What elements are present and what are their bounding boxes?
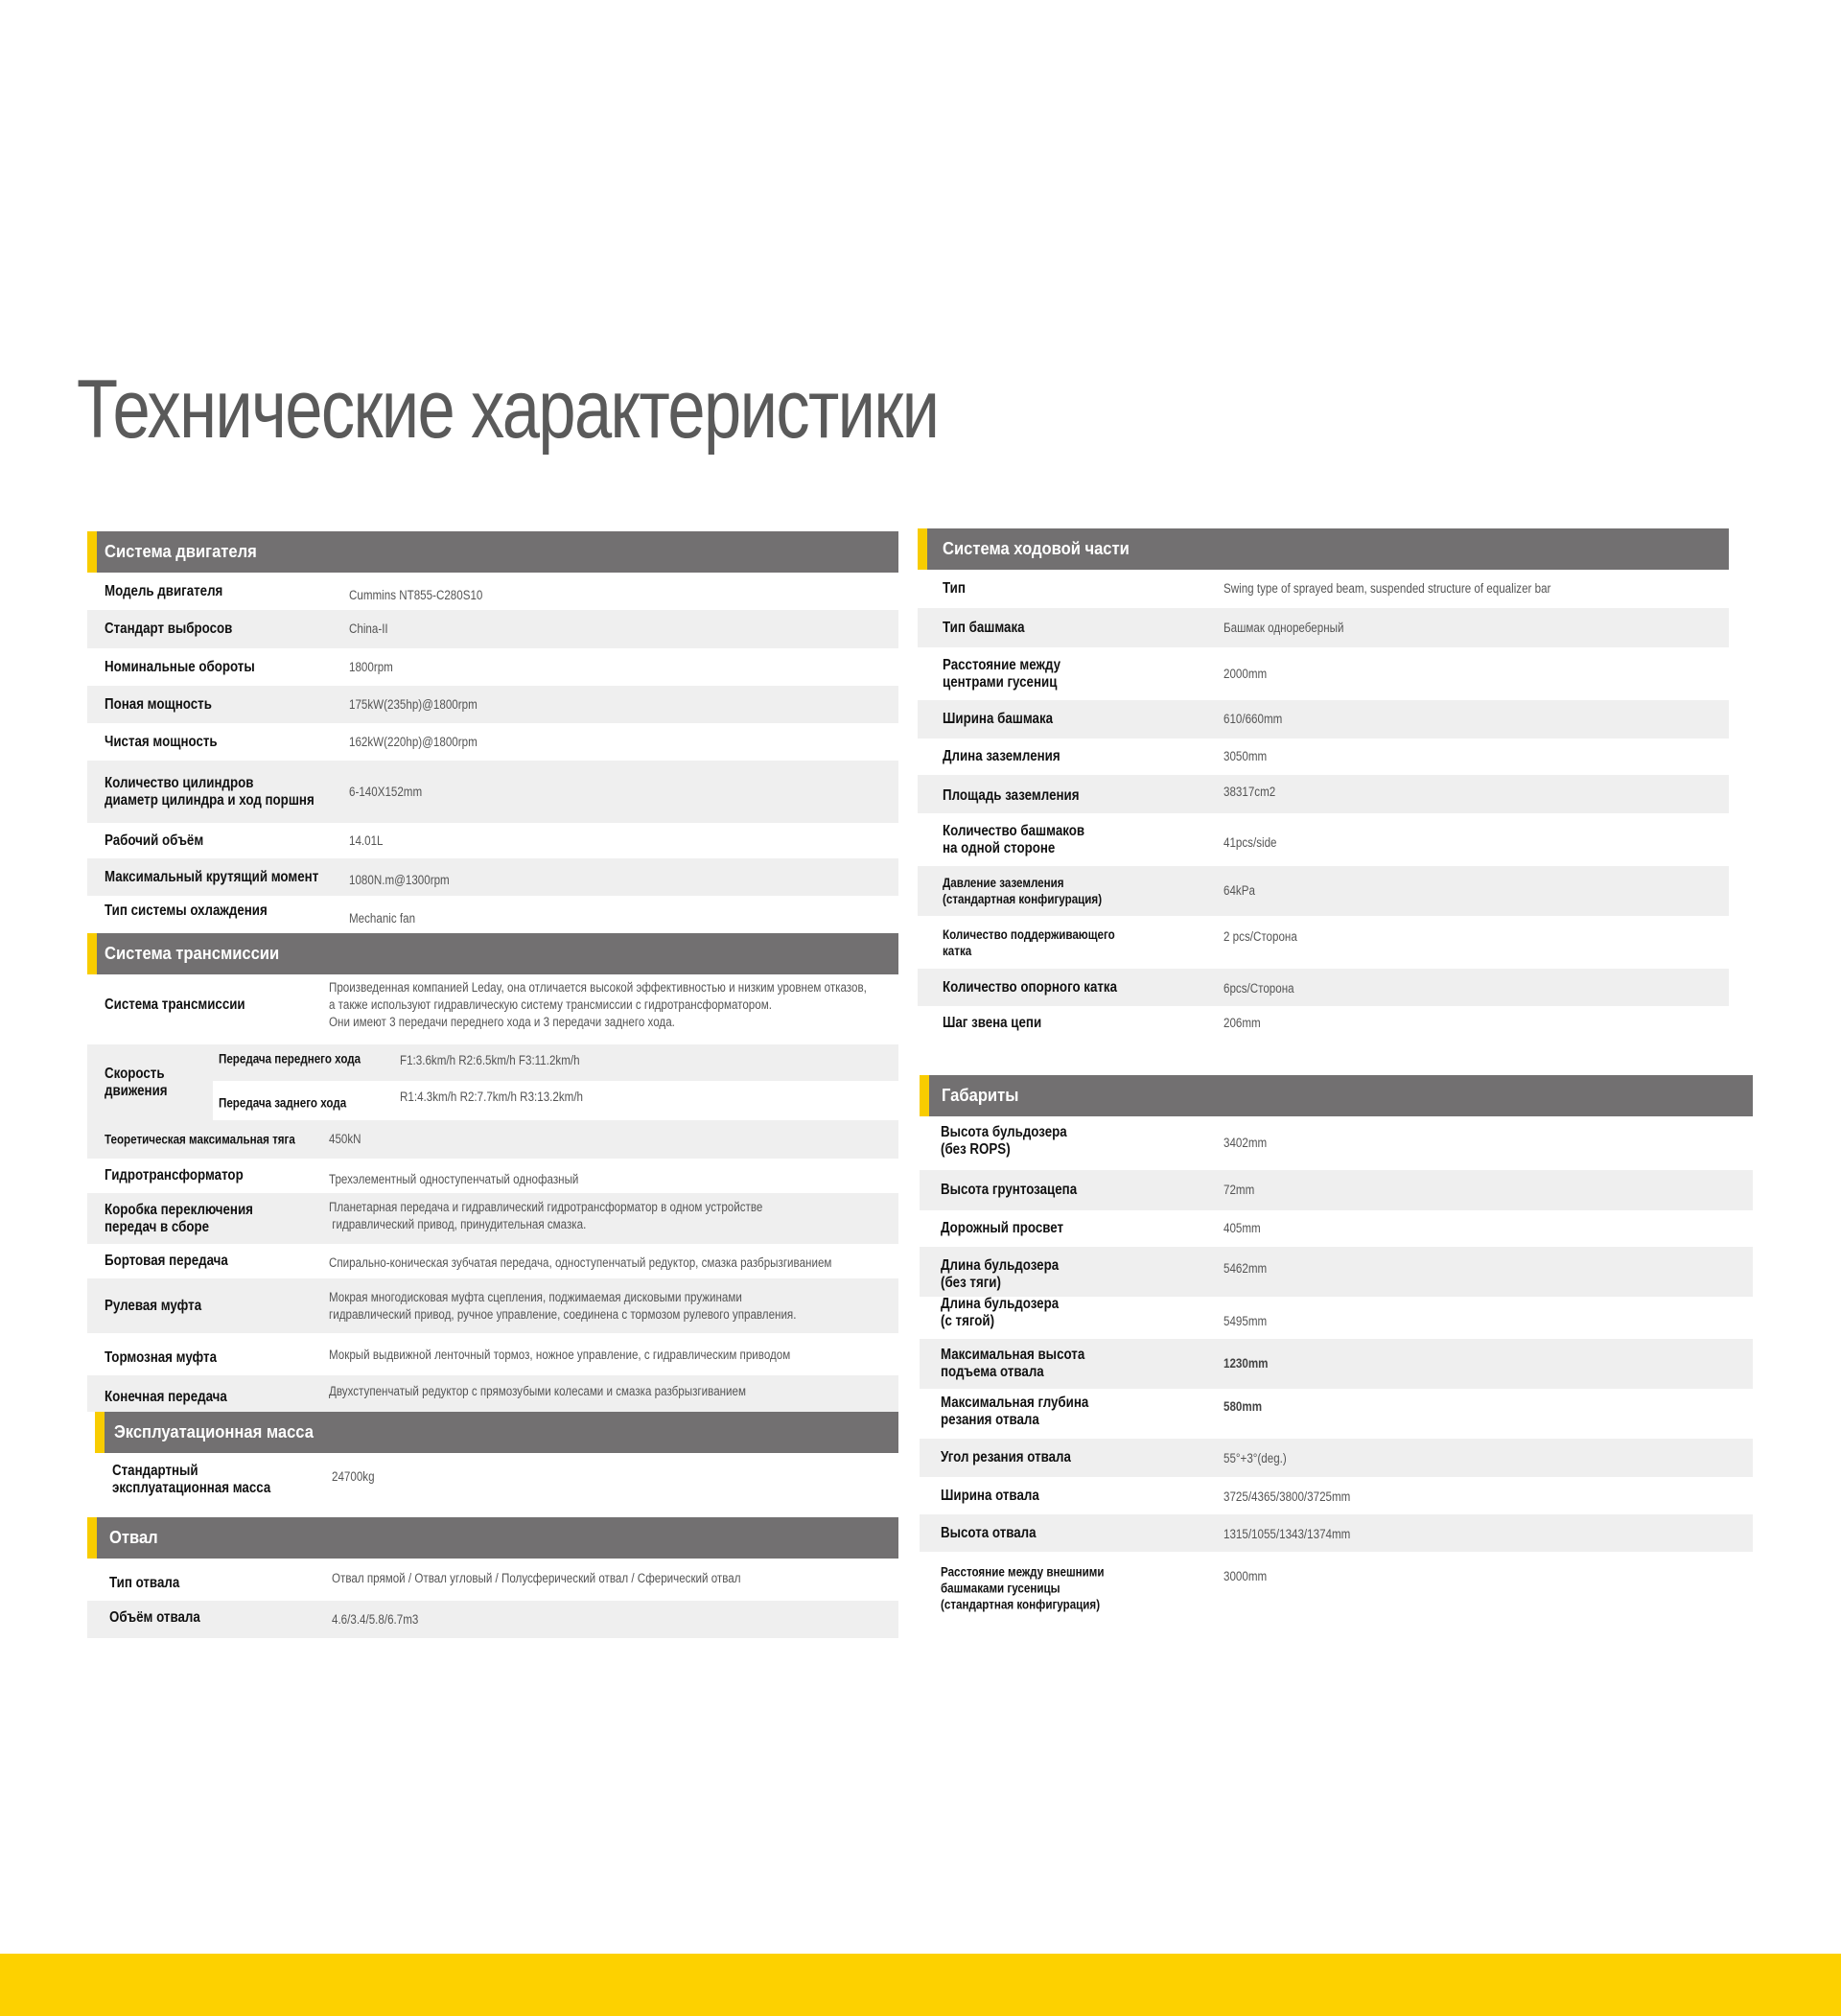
- spec-value: 2000mm: [1223, 666, 1268, 681]
- spec-value: 1315/1055/1343/1374mm: [1223, 1527, 1351, 1542]
- spec-value: 4.6/3.4/5.8/6.7m3: [332, 1611, 419, 1627]
- footer-accent-bar: [0, 1954, 1841, 2016]
- table-row: [918, 813, 1729, 866]
- spec-label: Объём отвала: [109, 1608, 200, 1626]
- table-row: [87, 1559, 898, 1601]
- spec-label: Максимальный крутящий момент: [105, 868, 319, 885]
- spec-value: 405mm: [1223, 1221, 1261, 1235]
- spec-value: 450kN: [329, 1132, 361, 1146]
- transmission-section-header: [87, 933, 898, 974]
- undercarriage-section-title: Система ходовой части: [943, 539, 1130, 558]
- spec-label: Тип башмака: [943, 619, 1025, 636]
- spec-value: Трехэлементный одноступенчатый однофазный: [329, 1171, 579, 1186]
- table-row: [87, 1193, 898, 1244]
- spec-value: 5495mm: [1223, 1314, 1268, 1329]
- spec-label: Высота отвала: [941, 1524, 1037, 1541]
- spec-label: Количество цилиндров диаметр цилиндра и ход поршня: [105, 774, 315, 809]
- spec-value: 206mm: [1223, 1016, 1261, 1030]
- table-row: [918, 647, 1729, 700]
- spec-value: Отвал прямой / Отвал угловый / Полусферический отвал / Сферический отвал: [332, 1571, 741, 1586]
- spec-value: Swing type of sprayed beam, suspended structure of equalizer bar: [1223, 581, 1551, 596]
- spec-value: 3050mm: [1223, 749, 1268, 763]
- spec-value: 175kW(235hp)@1800rpm: [349, 696, 478, 712]
- engine-section-title: Система двигателя: [105, 542, 257, 561]
- table-row: [87, 1278, 898, 1333]
- spec-value: 1800rpm: [349, 659, 393, 674]
- spec-value: 14.01L: [349, 832, 384, 848]
- spec-label: Количество поддерживающего катка: [943, 926, 1115, 958]
- spec-value: 3402mm: [1223, 1136, 1268, 1150]
- spec-label: Стандартный эксплуатационная масса: [112, 1462, 271, 1496]
- table-row: [920, 1514, 1753, 1552]
- mass-section-title: Эксплуатационная масса: [114, 1422, 314, 1442]
- table-row: [87, 610, 898, 648]
- spec-value: Cummins NT855-C280S10: [349, 588, 483, 603]
- spec-value: 6pcs/Сторона: [1223, 981, 1294, 996]
- spec-label: Высота бульдозера (без ROPS): [941, 1124, 1067, 1159]
- table-row: [920, 1210, 1753, 1247]
- table-row: [920, 1477, 1753, 1514]
- table-row: [920, 1552, 1753, 1624]
- table-row: [87, 573, 898, 610]
- spec-label: Модель двигателя: [105, 582, 223, 599]
- table-row: [920, 1247, 1753, 1297]
- table-row: [87, 648, 898, 686]
- blade-section-title: Отвал: [109, 1528, 158, 1547]
- table-row: [87, 1120, 898, 1159]
- spec-label: Тип отвала: [109, 1574, 180, 1591]
- spec-label: Высота грунтозацепа: [941, 1182, 1078, 1198]
- spec-label: Поная мощность: [105, 695, 212, 713]
- spec-value: 41pcs/side: [1223, 834, 1277, 850]
- table-row: [918, 775, 1729, 813]
- spec-label: Шаг звена цепи: [943, 1015, 1042, 1031]
- spec-label: Угол резания отвала: [941, 1449, 1071, 1465]
- spec-label: Номинальные обороты: [105, 658, 255, 675]
- spec-value: Произведенная компанией Leday, она отличается высокой эффективностью и низким уровнем отказов, а также используют гидравлическую систему трансмиссии с гидротрансформатором. Они имеют 3 передачи переднего хода и 3 передачи заднего хода.: [329, 980, 867, 1030]
- dimensions-section-header: [920, 1075, 1753, 1116]
- spec-label: Тип: [943, 580, 966, 597]
- table-row: [920, 1339, 1753, 1389]
- forward-value: F1:3.6km/h R2:6.5km/h F3:11.2km/h: [400, 1052, 580, 1067]
- spec-value: 610/660mm: [1223, 712, 1283, 726]
- spec-value: 72mm: [1223, 1183, 1255, 1197]
- spec-value: 162kW(220hp)@1800rpm: [349, 734, 478, 749]
- table-row: [87, 1244, 898, 1278]
- table-row: [918, 738, 1729, 775]
- spec-label: Чистая мощность: [105, 733, 218, 750]
- spec-value: Мокрый выдвижной ленточный тормоз, ножное управление, с гидравлическим приводом: [329, 1347, 791, 1362]
- spec-value: 64kPa: [1223, 883, 1255, 898]
- spec-value: 24700kg: [332, 1468, 375, 1484]
- table-row: [87, 1333, 898, 1375]
- reverse-value: R1:4.3km/h R2:7.7km/h R3:13.2km/h: [400, 1090, 584, 1105]
- table-row: [87, 858, 898, 896]
- spec-label: Максимальная глубина резания отвала: [941, 1395, 1089, 1429]
- spec-label: Площадь заземления: [943, 787, 1080, 804]
- spec-label: Бортовая передача: [105, 1253, 228, 1269]
- spec-value: Двухступенчатый редуктор с прямозубыми колесами и смазка разбрызгиванием: [329, 1384, 746, 1399]
- reverse-label: Передача заднего хода: [219, 1095, 347, 1111]
- spec-label: Длина бульдозера (без тяги): [941, 1256, 1060, 1291]
- table-row: [87, 1159, 898, 1193]
- table-row: [87, 974, 898, 1044]
- table-row: [918, 866, 1729, 916]
- speed-label: Скорость движения: [105, 1065, 168, 1099]
- spec-value: Mechanic fan: [349, 911, 416, 926]
- spec-label: Гидротрансформатор: [105, 1167, 244, 1184]
- table-row: [920, 1439, 1753, 1477]
- table-row: [920, 1116, 1753, 1170]
- spec-label: Давление заземления (стандартная конфигурация): [943, 876, 1103, 906]
- table-row: [918, 1006, 1729, 1041]
- spec-label: Система трансмиссии: [105, 996, 245, 1014]
- spec-value: 55°+3°(deg.): [1223, 1451, 1287, 1466]
- spec-label: Максимальная высота подъема отвала: [941, 1347, 1085, 1380]
- spec-label: Расстояние между внешними башмаками гусеницы (стандартная конфигурация): [941, 1564, 1105, 1611]
- spec-label: Длина бульдозера (с тягой): [941, 1295, 1060, 1329]
- spec-value: Спирально-коническая зубчатая передача, одноступенчатый редуктор, смазка разбрызгиванием: [329, 1254, 832, 1270]
- spec-value: 5462mm: [1223, 1261, 1268, 1277]
- forward-speed-row: [213, 1044, 898, 1081]
- table-row: [918, 969, 1729, 1006]
- table-row: [87, 823, 898, 858]
- table-row: [918, 700, 1729, 738]
- mass-section-header: [95, 1412, 898, 1453]
- undercarriage-section-header: [918, 528, 1729, 570]
- spec-label: Количество башмаков на одной стороне: [943, 822, 1085, 856]
- transmission-section-title: Система трансмиссии: [105, 944, 280, 963]
- forward-label: Передача переднего хода: [219, 1051, 361, 1067]
- spec-value: 6-140X152mm: [349, 784, 423, 799]
- spec-label: Теоретическая максимальная тяга: [105, 1132, 295, 1147]
- spec-label: Рабочий объём: [105, 832, 204, 849]
- engine-section-header: [87, 531, 898, 573]
- spec-value: 580mm: [1223, 1399, 1263, 1415]
- spec-label: Расстояние между центрами гусениц: [943, 656, 1061, 691]
- table-row: [918, 570, 1729, 608]
- table-row: [87, 1375, 898, 1412]
- speed-row: [87, 1044, 898, 1120]
- spec-value: Мокрая многодисковая муфта сцепления, поджимаемая дисковыми пружинами гидравлический привод, ручное управление, соединена с тормозом рулевого управления.: [329, 1289, 797, 1322]
- page-title: Технические характеристики: [77, 363, 939, 456]
- spec-label: Дорожный просвет: [941, 1220, 1064, 1236]
- spec-value: Планетарная передача и гидравлический гидротрансформатор в одном устройстве гидравлический привод, принудительная смазка.: [329, 1199, 763, 1231]
- table-row: [920, 1170, 1753, 1210]
- spec-value: 38317cm2: [1223, 785, 1276, 799]
- spec-value: 1080N.m@1300rpm: [349, 872, 450, 887]
- spec-label: Рулевая муфта: [105, 1297, 202, 1314]
- spec-value: 3000mm: [1223, 1569, 1268, 1584]
- spec-label: Ширина башмака: [943, 711, 1054, 727]
- spec-label: Тип системы охлаждения: [105, 902, 268, 919]
- spec-value: 1230mm: [1223, 1356, 1269, 1371]
- spec-value: China-II: [349, 621, 388, 636]
- table-row: [87, 723, 898, 761]
- table-row: [920, 1297, 1753, 1339]
- reverse-speed-row: [213, 1081, 898, 1120]
- spec-value: 3725/4365/3800/3725mm: [1223, 1489, 1351, 1505]
- blade-section-header: [87, 1517, 898, 1559]
- table-row: [920, 1389, 1753, 1439]
- table-row: [87, 686, 898, 723]
- spec-label: Стандарт выбросов: [105, 621, 233, 637]
- dimensions-section-title: Габариты: [942, 1086, 1019, 1105]
- table-row: [87, 1601, 898, 1638]
- table-row: [87, 1453, 898, 1506]
- spec-label: Ширина отвала: [941, 1487, 1039, 1504]
- table-row: [87, 761, 898, 823]
- spec-label: Длина заземления: [943, 748, 1060, 764]
- table-row: [918, 608, 1729, 647]
- spec-value: 2 pcs/Сторона: [1223, 929, 1297, 944]
- spec-label: Тормозная муфта: [105, 1348, 218, 1366]
- table-row: [87, 896, 898, 933]
- spec-label: Конечная передача: [105, 1388, 227, 1405]
- table-row: [918, 916, 1729, 969]
- spec-label: Коробка переключения передач в сборе: [105, 1201, 253, 1235]
- spec-value: Башмак однореберный: [1223, 620, 1344, 635]
- spec-label: Количество опорного катка: [943, 978, 1117, 996]
